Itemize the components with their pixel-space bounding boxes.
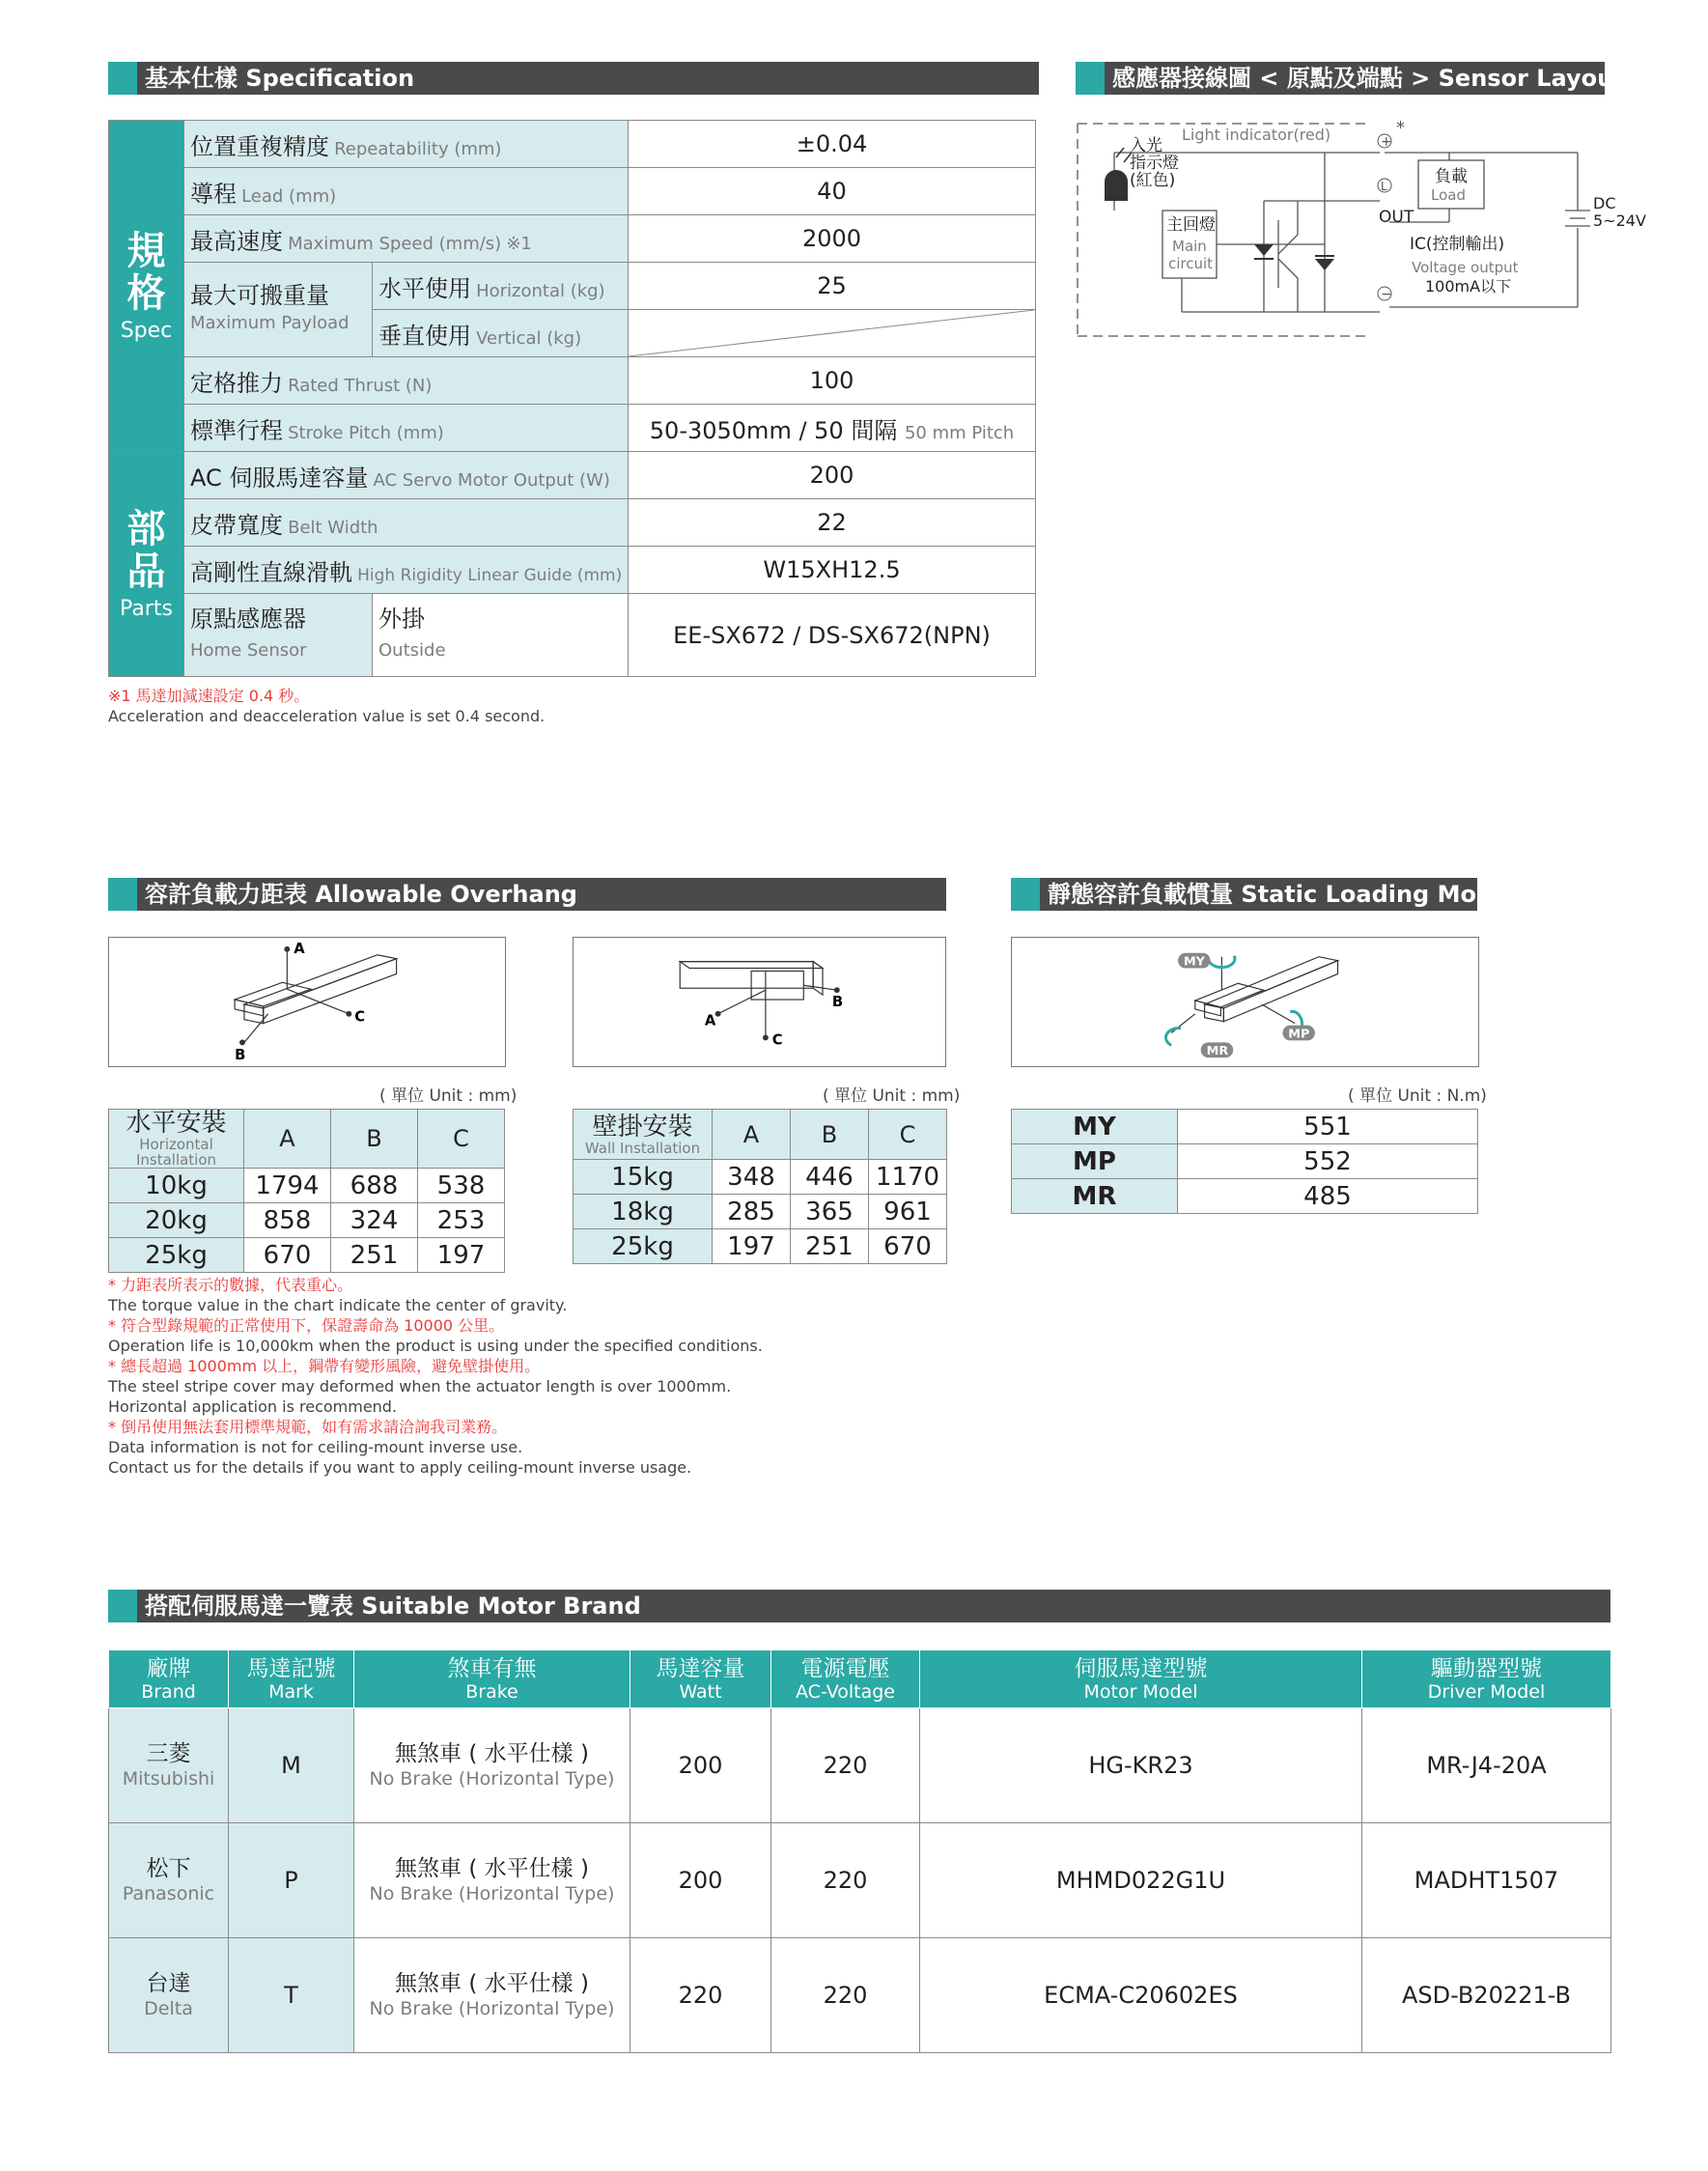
svg-text:circuit: circuit xyxy=(1168,255,1214,272)
motor-table-header: 廠牌 Brand 馬達記號 Mark 煞車有無 Brake 馬達容量 Watt 電源電壓 AC-Voltage 伺服馬達型號 Motor Model 驅動器型號 Driver Model xyxy=(109,1650,1611,1708)
table-row: 10kg 1794 688 538 xyxy=(109,1169,505,1203)
svg-text:C: C xyxy=(771,1031,783,1049)
overhang-unit-2: ( 單位 Unit : mm) xyxy=(823,1086,961,1106)
svg-text:5~24V: 5~24V xyxy=(1593,211,1646,230)
spec-row-belt: 皮帶寬度 Belt Width 22 xyxy=(109,499,1036,547)
svg-text:OUT: OUT xyxy=(1379,208,1414,227)
svg-text:主回燈: 主回燈 xyxy=(1166,215,1216,235)
svg-text:MR: MR xyxy=(1206,1044,1229,1059)
table-row: 15kg 348 446 1170 xyxy=(574,1160,947,1195)
svg-text:(紅色): (紅色) xyxy=(1130,171,1176,190)
table-row: MR 485 xyxy=(1012,1179,1478,1214)
spec-row-payload-v: 垂直使用 Vertical (kg) xyxy=(109,310,1036,357)
motor-brand-table xyxy=(108,1649,1611,2053)
svg-text:Voltage output: Voltage output xyxy=(1412,259,1519,276)
wall-overhang-table: 壁掛安裝 Wall Installation A B C 15kg 348 446 1170 18kg 285 365 961 25kg 197 251 670 xyxy=(573,1109,947,1264)
svg-text:A: A xyxy=(294,940,305,957)
overhang-notes: * 力距表所表示的數據，代表重心。 The torque value in the chart indicate the center of gravity. * 符合型錄規範的正常使用下，保證壽命為 10000 公里。 Operation life is 10,000km when the product is using under the specified conditions. * 總長超過 1000mm 以上，鋼帶有變形風險，避免壁掛使用。 The steel stripe cover may deformed when the actuator length is over 1000mm. Horizontal application is recommend. * 倒吊使用無法套用標準規範，如有需求請洽詢我司業務。 Data information is not for ceiling-mount inverse use. Contact us for the details if you want to apply ceiling-mount inverse usage. xyxy=(108,1276,763,1477)
svg-text:L: L xyxy=(1381,180,1387,193)
table-row: 三菱 Mitsubishi M 無煞車 ( 水平仕樣 ) No Brake (Horizontal Type) 200 220 HG-KR23 MR-J4-20A xyxy=(109,1708,1611,1823)
wall-install-diagram xyxy=(573,937,946,1067)
table-row: 25kg 670 251 197 xyxy=(109,1238,505,1273)
svg-text:B: B xyxy=(235,1047,246,1064)
table-row: 18kg 285 365 961 xyxy=(574,1195,947,1229)
spec-row-motor: 部 品 Parts AC 伺服馬達容量 AC Servo Motor Output (W) 200 xyxy=(109,452,1036,499)
svg-text:B: B xyxy=(831,993,844,1010)
table-row: 松下 Panasonic P 無煞車 ( 水平仕樣 ) No Brake (Horizontal Type) 200 220 MHMD022G1U MADHT1507 xyxy=(109,1823,1611,1938)
table-row: 台達 Delta T 無煞車 ( 水平仕樣 ) No Brake (Horizontal Type) 220 220 ECMA-C20602ES ASD-B20221-B xyxy=(109,1938,1611,2053)
table-row: MP 552 xyxy=(1012,1144,1478,1179)
moment-table xyxy=(1011,1109,1478,1214)
spec-note: ※1 馬達加減速設定 0.4 秒。 Acceleration and deacceleration value is set 0.4 second. xyxy=(108,687,546,725)
moment-unit: ( 單位 Unit : N.m) xyxy=(1348,1086,1487,1106)
spec-row-stroke: 標準行程 Stroke Pitch (mm) 50-3050mm / 50 間隔 50 mm Pitch xyxy=(109,405,1036,452)
spec-table xyxy=(108,120,1036,677)
spec-row-payload-h: 最大可搬重量 Maximum Payload 水平使用 Horizontal (kg) 25 xyxy=(109,263,1036,310)
empty-cell xyxy=(629,310,1036,357)
svg-text:入光: 入光 xyxy=(1130,136,1162,155)
svg-text:C: C xyxy=(354,1008,366,1026)
my-label xyxy=(1178,953,1210,970)
svg-text:A: A xyxy=(704,1012,716,1029)
mr-label xyxy=(1201,1042,1233,1058)
svg-text:MY: MY xyxy=(1183,954,1205,970)
svg-text:DC: DC xyxy=(1593,194,1616,212)
svg-text:+: + xyxy=(1381,134,1392,150)
spec-group: 規 格 Spec xyxy=(109,121,184,452)
spec-row-sensor: 原點感應器 Home Sensor 外掛 Outside EE-SX672 / DS-SX672(NPN) xyxy=(109,594,1036,677)
table-row: 25kg 197 251 670 xyxy=(574,1229,947,1264)
overhang-header: 容許負載力距表 Allowable Overhang xyxy=(108,878,946,911)
table-row: 20kg 858 324 253 xyxy=(109,1203,505,1238)
spec-row-thrust: 定格推力 Rated Thrust (N) 100 xyxy=(109,357,1036,405)
sensor-layout-diagram xyxy=(1076,114,1646,346)
spec-row-speed: 最高速度 Maximum Speed (mm/s) ※1 2000 xyxy=(109,215,1036,263)
motor-header: 搭配伺服馬達一覽表 Suitable Motor Brand xyxy=(108,1590,1610,1622)
parts-group: 部 品 Parts xyxy=(109,452,184,677)
overhang-unit-1: ( 單位 Unit : mm) xyxy=(379,1086,518,1106)
moment-header: 靜態容許負載慣量 Static Loading Moment xyxy=(1011,878,1477,911)
mp-label xyxy=(1282,1026,1314,1042)
svg-text:MP: MP xyxy=(1288,1027,1310,1042)
spec-row-guide: 高剛性直線滑軌 High Rigidity Linear Guide (mm) W15XH12.5 xyxy=(109,547,1036,594)
svg-text:Main: Main xyxy=(1172,238,1207,255)
horizontal-overhang-table: 水平安裝 Horizontal Installation A B C 10kg 1794 688 538 20kg 858 324 253 25kg 670 251 197 xyxy=(108,1109,505,1273)
spec-row-repeat: 規 格 Spec 位置重複精度 Repeatability (mm) ±0.04 xyxy=(109,121,1036,168)
svg-text:Light indicator(red): Light indicator(red) xyxy=(1182,126,1331,144)
svg-text:指示燈: 指示燈 xyxy=(1130,154,1179,173)
sensor-header: 感應器接線圖 < 原點及端點 > Sensor Layout xyxy=(1076,62,1605,95)
spec-header: 基本仕樣 Specification xyxy=(108,62,1039,95)
svg-text:−: − xyxy=(1381,287,1392,302)
spec-row-lead: 導程 Lead (mm) 40 xyxy=(109,168,1036,215)
moment-diagram xyxy=(1011,937,1479,1067)
svg-text:Load: Load xyxy=(1431,186,1466,204)
svg-text:負載: 負載 xyxy=(1435,167,1468,186)
horizontal-install-diagram xyxy=(108,937,506,1067)
svg-text:IC(控制輸出): IC(控制輸出) xyxy=(1410,235,1505,254)
table-row: MY 551 xyxy=(1012,1110,1478,1144)
svg-text:*: * xyxy=(1396,118,1405,138)
led-icon xyxy=(1105,170,1128,201)
svg-text:100mA以下: 100mA以下 xyxy=(1425,277,1512,296)
